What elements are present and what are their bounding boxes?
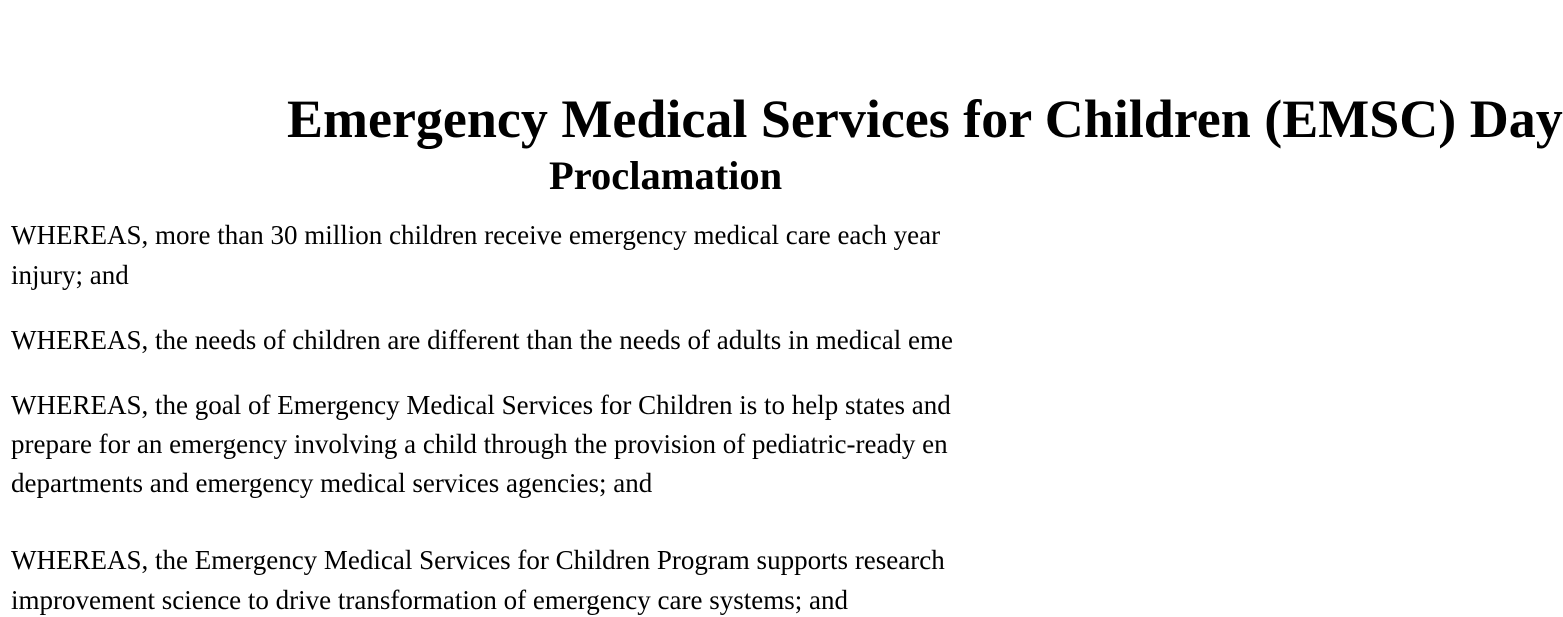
paragraph-line: WHEREAS, the goal of Emergency Medical Services for Children is to help states and (11, 390, 951, 420)
paragraph-line: WHEREAS, the Emergency Medical Services for Children Program supports research (11, 545, 945, 575)
document-title: Emergency Medical Services for Children (EMSC) Day (287, 89, 1563, 149)
paragraph-line: injury; and (11, 260, 129, 290)
paragraph-line: improvement science to drive transformation of emergency care systems; and (11, 585, 848, 615)
document-subtitle: Proclamation (549, 153, 783, 198)
paragraph-line: WHEREAS, more than 30 million children receive emergency medical care each year (11, 220, 941, 250)
paragraph-line: departments and emergency medical services agencies; and (11, 468, 653, 498)
paragraph-line: WHEREAS, the needs of children are different than the needs of adults in medical eme (11, 325, 953, 355)
paragraph-line: prepare for an emergency involving a child through the provision of pediatric-ready en (11, 429, 948, 459)
